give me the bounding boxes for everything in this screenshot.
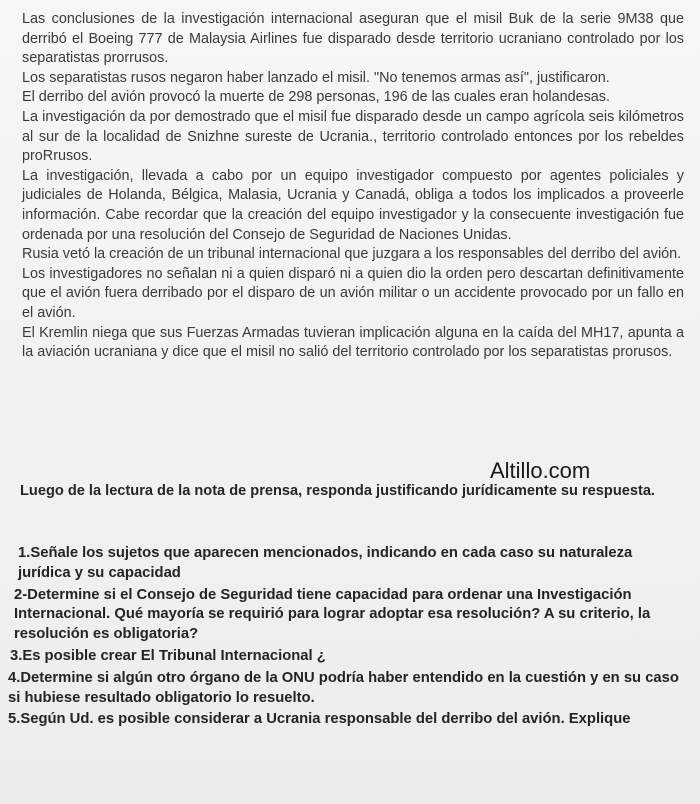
question-text: 1.Señale los sujetos que aparecen mencionados, indicando en cada caso su naturaleza (18, 545, 633, 561)
press-article (22, 10, 684, 363)
instructions: Luego de la lectura de la nota de prensa, responda justificando jurídicamente su respuesta. (20, 483, 655, 499)
question-text: 4.Determine si algún otro órgano de la ONU podría haber entendido en la cuestión y en su caso si hubiese resultado obligatorio lo resuelto. (8, 669, 679, 706)
article-paragraph: Los investigadores no señalan ni a quien disparó ni a quien dio la orden pero descartan definitivamente que el avión fuera derribado por el disparo de un avión militar o un accidente provocado por un fallo en el avión. (22, 265, 684, 321)
question-text: 3.Es posible crear El Tribunal Internacional ¿ (10, 647, 326, 664)
article-paragraph: La investigación, llevada a cabo por un equipo investigador compuesto por agentes policiales y judiciales de Holanda, Bélgica, Malasia, Ucrania y Canadá, obliga a todos los implicados a proveerle información. Cabe recordar que la creación del equipo investigador y la consecuente investigación fue ordenada por una resolución del Consejo de Seguridad de Naciones Unidas. (22, 167, 684, 243)
article-paragraph: Los separatistas rusos negaron haber lanzado el misil. "No tenemos armas así", justificaron. (22, 69, 610, 86)
question-text: 2-Determine si el Consejo de Seguridad tiene capacidad para ordenar una Investigación Internacional. Qué mayoría se requirió para lograr adoptar esa resolución? A su criterio, la resolución es obligatoria? (14, 586, 651, 643)
article-paragraph: Rusia vetó la creación de un tribunal internacional que juzgara a los responsables del derribo del avión. (22, 246, 682, 263)
question-item (8, 544, 692, 584)
article-paragraph: Las conclusiones de la investigación internacional aseguran que el misil Buk de la serie 9M38 que derribó el Boeing 777 de Malaysia Airlines fue disparado desde territorio ucraniano controlado por los separatistas prorrusos. (22, 11, 684, 67)
question-text: 5.Según Ud. es posible considerar a Ucrania responsable del derribo del avión. Explique (8, 711, 631, 728)
question-item (8, 586, 692, 645)
article-paragraph: La investigación da por demostrado que el misil fue disparado desde un campo agrícola seis kilómetros al sur de la localidad de Snizhne sureste de Ucrania., territorio controlado entonces por los rebeldes proRrusos. (22, 108, 684, 165)
question-list (8, 544, 692, 732)
article-paragraph: El Kremlin niega que sus Fuerzas Armadas tuvieran implicación alguna en la caída del MH17, apunta a la aviación ucraniana y dice que el misil no salió del territorio controlado por los separatistas prorusos. (22, 324, 684, 361)
question-item (8, 669, 692, 709)
question-item (8, 647, 692, 667)
watermark: Altillo.com (490, 458, 591, 483)
question-subtext: jurídica y su capacidad (18, 564, 181, 581)
article-paragraph: El derribo del avión provocó la muerte de 298 personas, 196 de las cuales eran holandesas. (22, 89, 610, 106)
question-item (8, 710, 692, 730)
